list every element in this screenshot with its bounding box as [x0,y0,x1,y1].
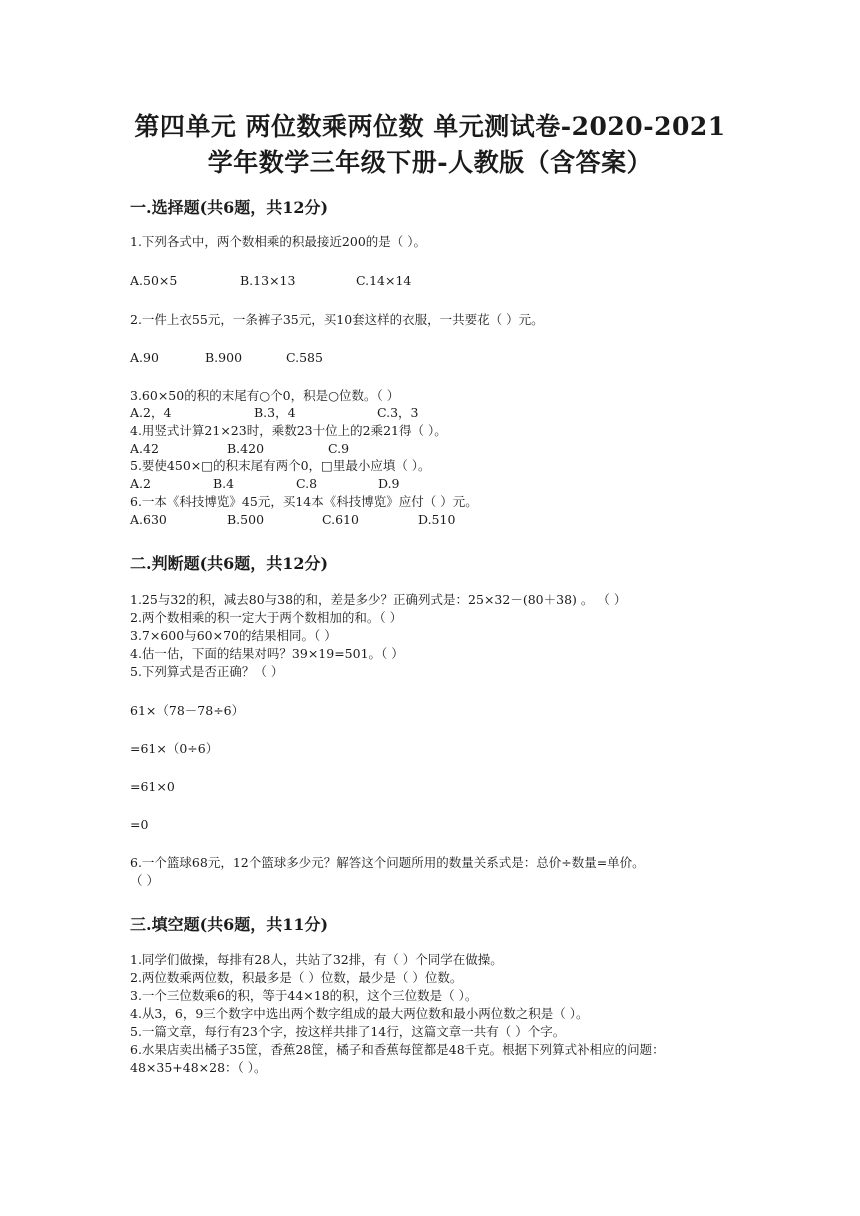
option-a: A.630 [130,512,167,527]
question-stem: 48×35+48×28：（ ）。 [130,1060,267,1075]
question-stem: 5.要使450×□的积末尾有两个0，□里最小应填（ ）。 [130,458,431,473]
option-c: C.585 [286,350,323,365]
option-a: A.2，4 [130,405,172,420]
option-c: C.8 [296,476,318,491]
section-heading-choice: 一.选择题(共6题，共12分) [130,198,329,217]
option-a: A.42 [130,441,159,456]
option-b: B.900 [205,350,243,365]
calculation-line: =0 [130,817,149,832]
option-c: C.610 [322,512,359,527]
option-b: B.4 [213,476,235,491]
question-stem: 1.25与32的积，减去80与38的和，差是多少？正确列式是：25×32－(80＋38) 。 （ ） [130,592,627,607]
option-c: C.3，3 [377,405,419,420]
option-b: B.13×13 [240,273,296,288]
question-stem: 3.一个三位数乘6的积，等于44×18的积，这个三位数是（ ）。 [130,988,478,1003]
option-a: A.50×5 [130,273,178,288]
question-stem: 4.估一估，下面的结果对吗？39×19=501。（ ） [130,646,404,661]
option-b: B.3，4 [254,405,296,420]
question-stem: 1.同学们做操，每排有28人，共站了32排，有（ ）个同学在做操。 [130,952,503,967]
question-stem: 1.下列各式中，两个数相乘的积最接近200的是（ ）。 [130,234,427,249]
option-a: A.2 [130,476,151,491]
option-c: C.14×14 [356,273,412,288]
option-c: C.9 [328,441,350,456]
question-stem: 4.从3，6，9三个数字中选出两个数字组成的最大两位数和最小两位数之积是（ ）。 [130,1006,589,1021]
question-stem: 5.下列算式是否正确？（ ） [130,664,284,679]
calculation-line: 61×（78－78÷6） [130,703,245,718]
question-stem: 2.两个数相乘的积一定大于两个数相加的和。（ ） [130,610,403,625]
calculation-line: =61×（0÷6） [130,741,219,756]
option-b: B.420 [227,441,265,456]
page-title-line-2: 学年数学三年级下册-人教版（含答案） [207,148,653,177]
option-d: D.510 [418,512,456,527]
question-stem: 5.一篇文章，每行有23个字，按这样共排了14行，这篇文章一共有（ ）个字。 [130,1024,566,1039]
question-stem: 4.用竖式计算21×23时，乘数23十位上的2乘21得（ ）。 [130,423,447,438]
section-heading-judge: 二.判断题(共6题，共12分) [130,554,329,573]
question-stem: 2.一件上衣55元，一条裤子35元，买10套这样的衣服，一共要花（ ）元。 [130,312,544,327]
question-stem: 3.7×600与60×70的结果相同。（ ） [130,628,337,643]
page-title-line-1: 第四单元 两位数乘两位数 单元测试卷-2020-2021 [134,112,726,141]
question-stem: 2.两位数乘两位数，积最多是（ ）位数，最少是（ ）位数。 [130,970,463,985]
question-stem: 6.水果店卖出橘子35筐，香蕉28筐，橘子和香蕉每筐都是48千克。根据下列算式补相应的问题： [130,1042,665,1057]
calculation-line: =61×0 [130,779,175,794]
option-d: D.9 [378,476,400,491]
question-stem: 6.一个篮球68元，12个篮球多少元？解答这个问题所用的数量关系式是：总价÷数量=单价。 [130,855,645,870]
option-a: A.90 [130,350,159,365]
section-heading-fill: 三.填空题(共6题，共11分) [130,915,329,934]
option-b: B.500 [227,512,265,527]
question-stem: 3.60×50的积的末尾有○个0，积是○位数。（ ） [130,388,400,403]
answer-blank: （ ） [130,873,159,888]
question-stem: 6.一本《科技博览》45元，买14本《科技博览》应付（ ）元。 [130,494,478,509]
